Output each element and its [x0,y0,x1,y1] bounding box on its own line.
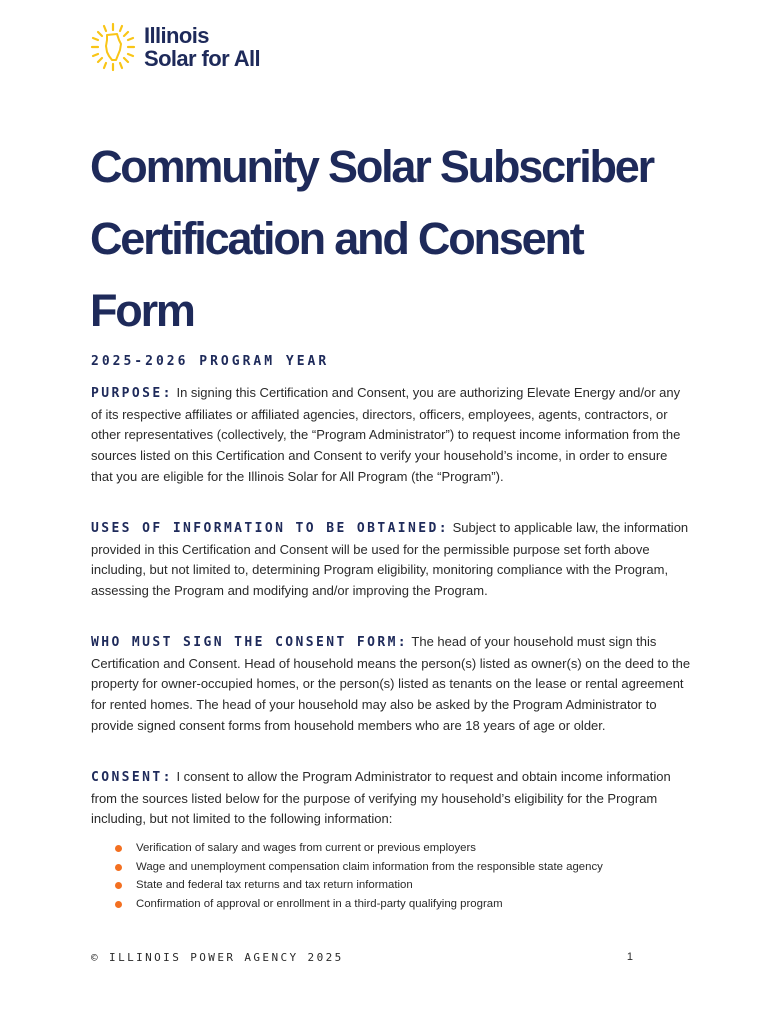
list-item [115,876,603,895]
section-label: USES OF INFORMATION TO BE OBTAINED: [91,521,449,536]
section-text: Subject to applicable law, the information provided in this Certification and Consent will be used for the permissible purpose set forth above including, but not limited to, determining Program eligibility, monitoring compliance with the Program, assessing the Program and modifying and/or improving the Program. [91,520,689,599]
section-label: CONSENT: [91,770,173,785]
list-item-text: State and federal tax returns and tax return information [136,879,413,892]
brand-logo [90,22,260,72]
page-title [90,131,710,347]
list-item [115,858,603,877]
list-item [115,839,603,858]
list-item-text: Confirmation of approval or enrollment in a third-party qualifying program [136,898,503,911]
section-text: The head of your household must sign this Certification and Consent. Head of household means the person(s) listed as owner(s) on the deed to the property for owner-occupied homes, or the person(s) listed as tenants on the lease or rental agreement for rented homes. The head of your household may also be asked by the Program Administrator to provide signed consent forms from household members who are 18 years of age or older. [91,634,691,733]
who-must-sign-section [91,632,691,737]
section-label: PURPOSE: [91,386,173,401]
section-text: In signing this Certification and Consent, you are authorizing Elevate Energy and/or any of its respective affiliates or affiliated agencies, directors, officers, employees, agents, contractors, or other representatives (collectively, the “Program Administrator”) to request income information from the sources listed on this Certification and Consent to verify your household’s income, in order to ensure that you are eligible for the Illinois Solar for All Program (the “Program”). [91,385,681,484]
purpose-section [91,383,691,488]
uses-section [91,518,691,602]
list-item [115,895,603,914]
section-label: WHO MUST SIGN THE CONSENT FORM: [91,635,409,650]
consent-section [91,767,691,830]
title-line-2: Certification and Consent [90,213,583,264]
list-item-text: Verification of salary and wages from current or previous employers [136,842,476,854]
list-item-text: Wage and unemployment compensation claim information from the responsible state agency [136,860,603,873]
bullet-icon [115,845,122,852]
section-text: I consent to allow the Program Administrator to request and obtain income information from the sources listed below for the purpose of verifying my household’s eligibility for the Program including, but not limited to the following information: [91,769,671,827]
bullet-icon [115,901,122,908]
illinois-sun-icon [90,22,136,72]
page-footer [91,951,633,964]
bullet-icon [115,864,122,871]
logo-line-1: Illinois [144,23,209,48]
page-number: 1 [626,951,633,963]
bullet-icon [115,882,122,889]
logo-wordmark [144,24,260,70]
program-year-heading: 2025-2026 PROGRAM YEAR [91,354,330,369]
title-line-1: Community Solar Subscriber [90,141,653,192]
title-line-3: Form [90,285,194,336]
logo-line-2: Solar for All [144,46,261,71]
copyright-text: © ILLINOIS POWER AGENCY 2025 [91,951,344,964]
consent-info-list [115,839,603,914]
